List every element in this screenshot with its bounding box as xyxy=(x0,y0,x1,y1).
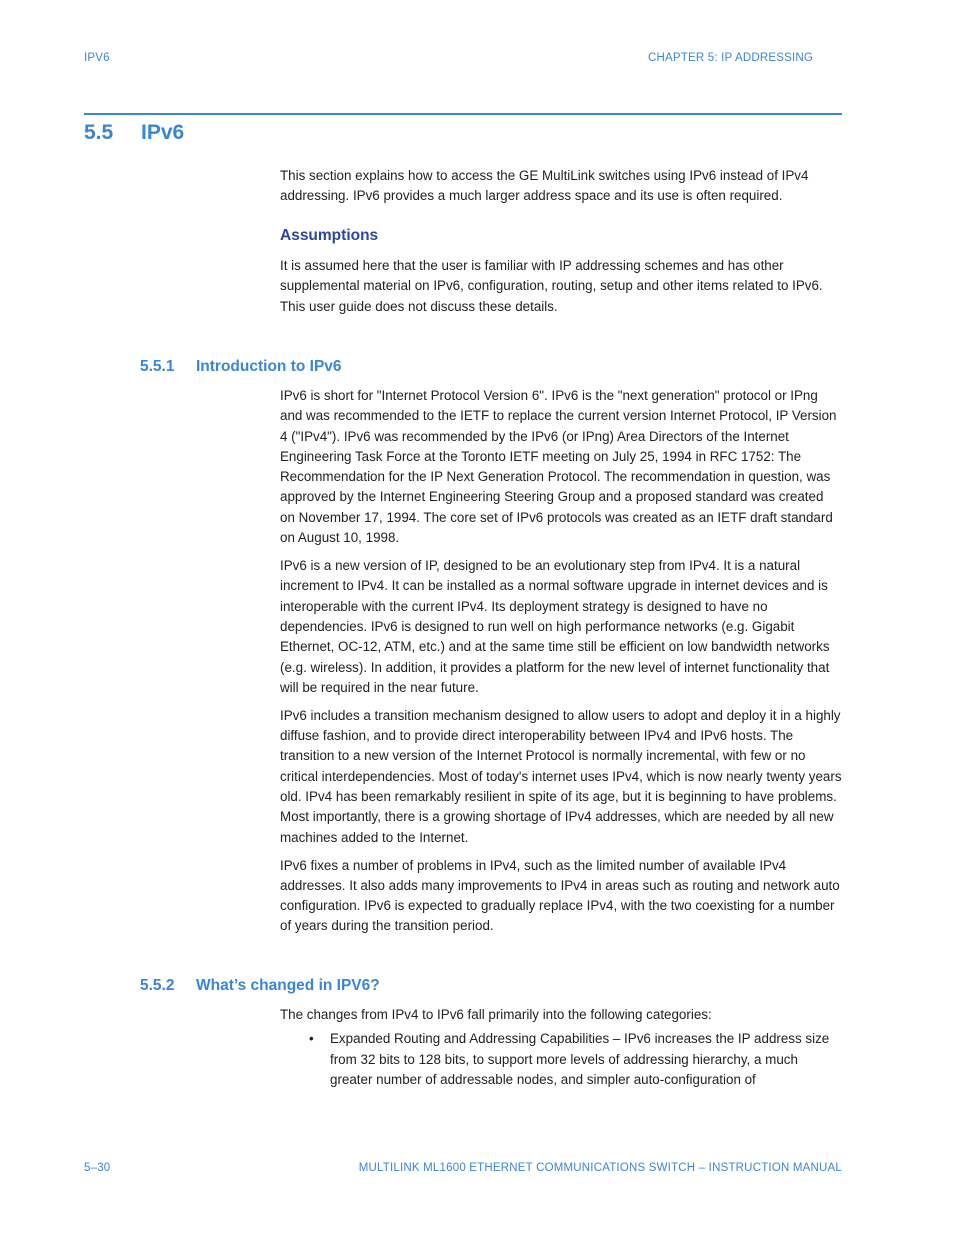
section-number: 5.5 xyxy=(84,121,114,144)
running-header-section: IPV6 xyxy=(84,52,110,64)
section-intro xyxy=(280,166,842,214)
running-header-chapter: CHAPTER 5: IP ADDRESSING xyxy=(648,52,813,64)
subsection-title: What’s changed in IPV6? xyxy=(196,977,380,994)
page-number: 5–30 xyxy=(84,1162,111,1174)
assumptions-heading: Assumptions xyxy=(280,227,379,244)
list-item-text: Expanded Routing and Addressing Capabilities – IPv6 increases the IP address size from 32 bits to 128 bits, to support more levels of addressing hierarchy, a much greater number of addressable nodes, and simpler auto-configuration of xyxy=(330,1031,830,1087)
subsection-number: 5.5.2 xyxy=(140,977,175,994)
paragraph: IPv6 fixes a number of problems in IPv4, such as the limited number of available IPv4 addresses. It also adds many improvements to IPv4 in areas such as routing and network auto configuration. IPv6 is expected to gradually replace IPv4, with the two coexisting for a number of years during the transition period. xyxy=(280,857,840,934)
assumptions-body xyxy=(280,256,842,325)
subsection-number: 5.5.1 xyxy=(140,358,175,375)
subsection-body xyxy=(280,386,842,944)
paragraph: IPv6 is a new version of IP, designed to be an evolutionary step from IPv4. It is a natural increment to IPv4. It can be installed as a normal software upgrade in internet devices and is interoperable with the current IPv4. Its deployment strategy is designed to have no dependencies. IPv6 is designed to run well on high performance networks (e.g. Gigabit Ethernet, OC-12, ATM, etc.) and at the same time still be efficient on low bandwidth networks (e.g. wireless). In addition, it provides a platform for the new level of internet functionality that will be required in the near future. xyxy=(280,558,830,695)
bullet-list xyxy=(280,1029,842,1090)
bullet-icon: • xyxy=(309,1031,314,1047)
intro-paragraph: This section explains how to access the GE MultiLink switches using IPv6 instead of IPv4 addressing. IPv6 provides a much larger address space and its use is often required. xyxy=(280,168,809,204)
subsection-intro: The changes from IPv4 to IPv6 fall primarily into the following categories: xyxy=(280,1007,712,1022)
paragraph: IPv6 is short for "Internet Protocol Version 6". IPv6 is the "next generation" protocol or IPng and was recommended to the IETF to replace the current version Internet Protocol, IP Version 4 ("IPv4"). IPv6 was recommended by the IPv6 (or IPng) Area Directors of the Internet Engineering Task Force at the Toronto IETF meeting on July 25, 1994 in RFC 1752: The Recommendation for the IP Next Generation Protocol. The recommendation in question, was approved by the Internet Engineering Steering Group and a proposed standard was created on November 17, 1994. The core set of IPv6 protocols was created as an IETF draft standard on August 10, 1998. xyxy=(280,388,837,546)
paragraph: IPv6 includes a transition mechanism designed to allow users to adopt and deploy it in a highly diffuse fashion, and to provide direct interoperability between IPv4 and IPv6 hosts. The transition to a new version of the Internet Protocol is normally incremental, with few or no critical interdependencies. Most of today's internet uses IPv4, which is now nearly twenty years old. IPv4 has been remarkably resilient in spite of its age, but it is beginning to have problems. Most importantly, there is a growing shortage of IPv4 addresses, which are needed by all new machines added to the Internet. xyxy=(280,707,842,845)
manual-title: MULTILINK ML1600 ETHERNET COMMUNICATIONS SWITCH – INSTRUCTION MANUAL xyxy=(358,1162,842,1174)
subsection-title: Introduction to IPv6 xyxy=(196,358,342,375)
list-item xyxy=(280,1029,842,1090)
section-divider xyxy=(84,113,842,115)
assumptions-paragraph: It is assumed here that the user is familiar with IP addressing schemes and has other supplemental material on IPv6, configuration, routing, setup and other items related to IPv6. This user guide does not discuss these details. xyxy=(280,258,823,314)
subsection-body xyxy=(280,1005,842,1090)
section-title: IPv6 xyxy=(141,121,185,144)
